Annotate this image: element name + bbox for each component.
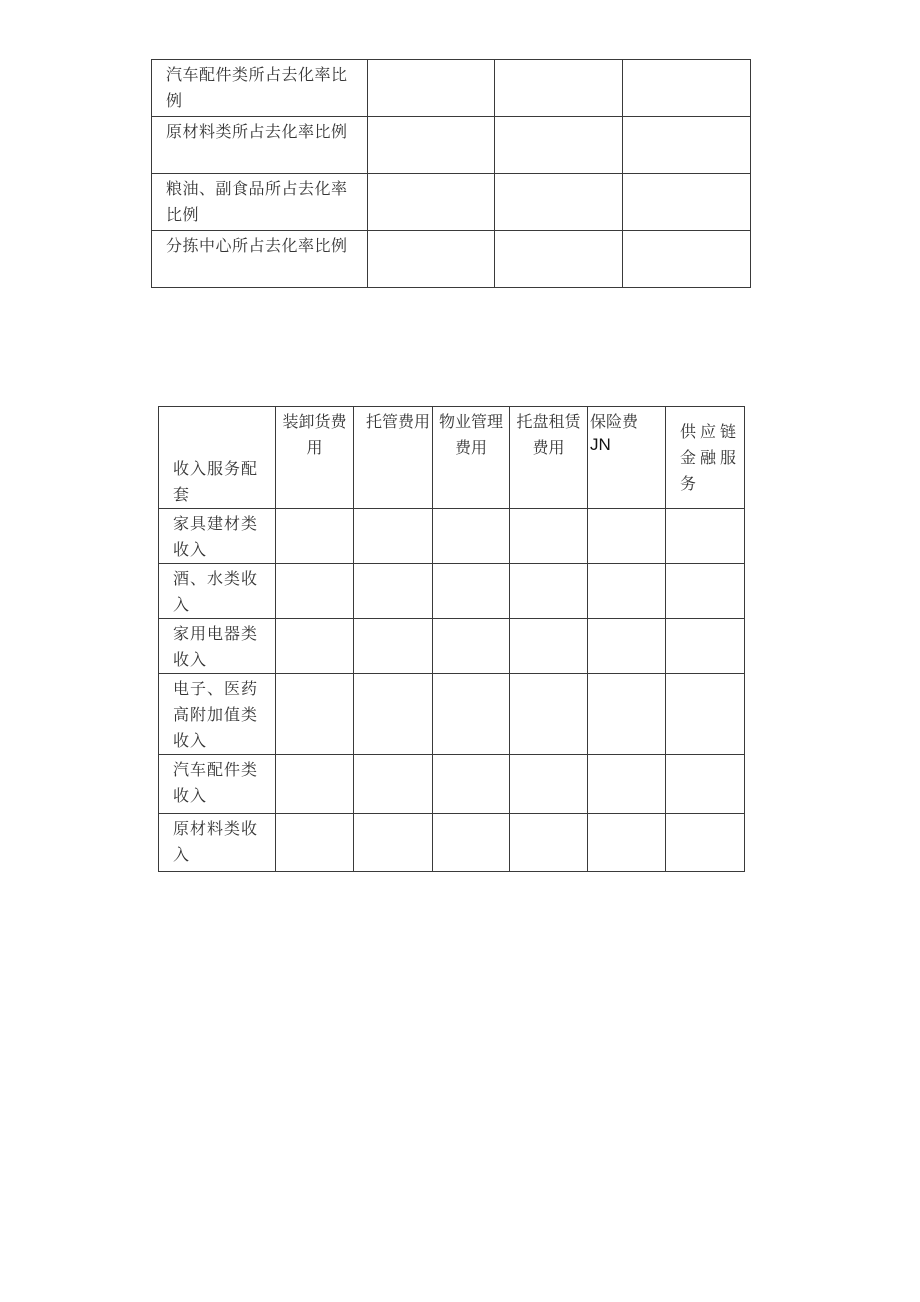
table-row	[152, 60, 751, 117]
table-row	[159, 674, 745, 755]
row-label: 汽车配件类收入	[159, 755, 276, 814]
table-cell[interactable]	[495, 60, 623, 117]
table-row	[159, 814, 745, 872]
header-row	[159, 407, 745, 509]
table-cell[interactable]	[495, 174, 623, 231]
table-cell[interactable]	[354, 509, 433, 564]
table-cell[interactable]	[666, 674, 745, 755]
table-cell[interactable]	[666, 755, 745, 814]
header-supply-chain-finance: 供应链金融服务	[666, 407, 745, 509]
header-insurance-fee	[588, 407, 666, 509]
table-row	[159, 755, 745, 814]
table-row	[159, 509, 745, 564]
table-cell[interactable]	[433, 619, 510, 674]
table-cell[interactable]	[510, 674, 588, 755]
table-cell[interactable]	[623, 60, 751, 117]
table-cell[interactable]	[433, 674, 510, 755]
table-cell[interactable]	[433, 755, 510, 814]
table-cell[interactable]	[368, 174, 495, 231]
table-cell[interactable]	[495, 117, 623, 174]
table-cell[interactable]	[666, 509, 745, 564]
table-cell[interactable]	[433, 509, 510, 564]
table-cell[interactable]	[495, 231, 623, 288]
row-label: 电子、医药高附加值类收入	[159, 674, 276, 755]
table-cell[interactable]	[510, 564, 588, 619]
table-cell[interactable]	[354, 814, 433, 872]
table-cell[interactable]	[623, 174, 751, 231]
table-row	[152, 174, 751, 231]
corner-header: 收入服务配套	[159, 407, 276, 509]
table-cell[interactable]	[588, 619, 666, 674]
table-cell[interactable]	[354, 755, 433, 814]
insurance-label: 保险费	[590, 412, 639, 431]
table-row	[152, 117, 751, 174]
table-cell[interactable]	[276, 564, 354, 619]
header-loading-fee: 装卸货费用	[276, 407, 354, 509]
table-row	[159, 619, 745, 674]
insurance-note: JN	[590, 435, 611, 454]
row-label: 粮油、副食品所占去化率比例	[152, 174, 368, 231]
occupancy-ratio-table	[151, 59, 751, 288]
table-cell[interactable]	[588, 755, 666, 814]
table-cell[interactable]	[433, 564, 510, 619]
row-label: 原材料类所占去化率比例	[152, 117, 368, 174]
table-cell[interactable]	[276, 674, 354, 755]
header-property-fee: 物业管理费用	[433, 407, 510, 509]
table-cell[interactable]	[354, 564, 433, 619]
service-income-table	[158, 406, 745, 872]
table-cell[interactable]	[510, 814, 588, 872]
table-row	[159, 564, 745, 619]
table-cell[interactable]	[354, 619, 433, 674]
table-cell[interactable]	[368, 231, 495, 288]
table-cell[interactable]	[276, 619, 354, 674]
table-cell[interactable]	[276, 755, 354, 814]
table-cell[interactable]	[433, 814, 510, 872]
row-label: 家具建材类收入	[159, 509, 276, 564]
table-cell[interactable]	[354, 674, 433, 755]
table-cell[interactable]	[510, 755, 588, 814]
table-cell[interactable]	[666, 814, 745, 872]
row-label: 原材料类收入	[159, 814, 276, 872]
table-cell[interactable]	[623, 231, 751, 288]
table-cell[interactable]	[588, 509, 666, 564]
table-cell[interactable]	[588, 674, 666, 755]
table-cell[interactable]	[623, 117, 751, 174]
row-label: 家用电器类收入	[159, 619, 276, 674]
table-cell[interactable]	[588, 814, 666, 872]
row-label: 汽车配件类所占去化率比例	[152, 60, 368, 117]
row-label: 酒、水类收入	[159, 564, 276, 619]
header-custody-fee: 托管费用	[354, 407, 433, 509]
row-label: 分拣中心所占去化率比例	[152, 231, 368, 288]
table-cell[interactable]	[510, 509, 588, 564]
table-cell[interactable]	[588, 564, 666, 619]
table-cell[interactable]	[276, 814, 354, 872]
table-cell[interactable]	[276, 509, 354, 564]
table-cell[interactable]	[368, 117, 495, 174]
table-row	[152, 231, 751, 288]
header-pallet-fee: 托盘租赁费用	[510, 407, 588, 509]
table-cell[interactable]	[666, 564, 745, 619]
table-cell[interactable]	[368, 60, 495, 117]
table-cell[interactable]	[510, 619, 588, 674]
table-cell[interactable]	[666, 619, 745, 674]
